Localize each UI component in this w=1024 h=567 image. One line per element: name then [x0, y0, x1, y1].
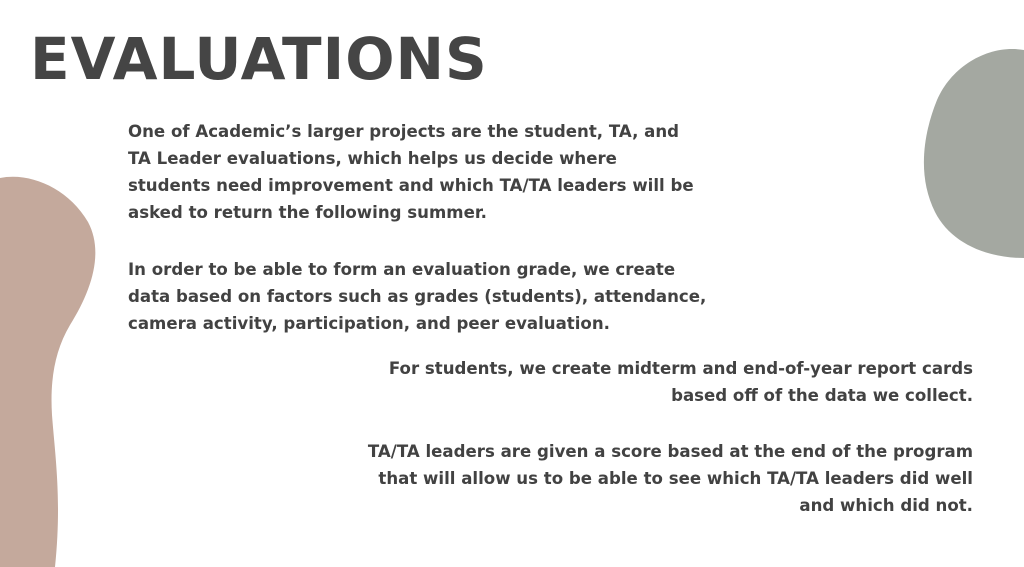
paragraph-line: data based on factors such as grades (students), attendance,	[128, 287, 707, 306]
paragraph-student-report-cards	[389, 355, 973, 409]
paragraph-line: and which did not.	[799, 496, 973, 515]
paragraph-ta-leader-scores	[368, 438, 973, 519]
paragraph-evaluation-grade	[128, 256, 706, 337]
page-title: EVALUATIONS	[30, 25, 488, 93]
paragraph-line: asked to return the following summer.	[128, 203, 487, 222]
paragraph-evaluations-intro	[128, 118, 694, 226]
paragraph-line: TA Leader evaluations, which helps us decide where	[128, 149, 617, 168]
paragraph-line: TA/TA leaders are given a score based at the end of the program	[367, 442, 973, 461]
paragraph-line: students need improvement and which TA/TA leaders will be	[128, 176, 694, 195]
paragraph-line: based off of the data we collect.	[671, 386, 973, 405]
paragraph-line: One of Academic’s larger projects are the student, TA, and	[128, 122, 680, 141]
paragraph-line: In order to be able to form an evaluation grade, we create	[128, 260, 676, 279]
right-blob-shape	[924, 49, 1024, 258]
paragraph-line: that will allow us to be able to see which TA/TA leaders did well	[378, 469, 973, 488]
paragraph-line: camera activity, participation, and peer evaluation.	[128, 314, 610, 333]
paragraph-line: For students, we create midterm and end-of-year report cards	[388, 359, 973, 378]
